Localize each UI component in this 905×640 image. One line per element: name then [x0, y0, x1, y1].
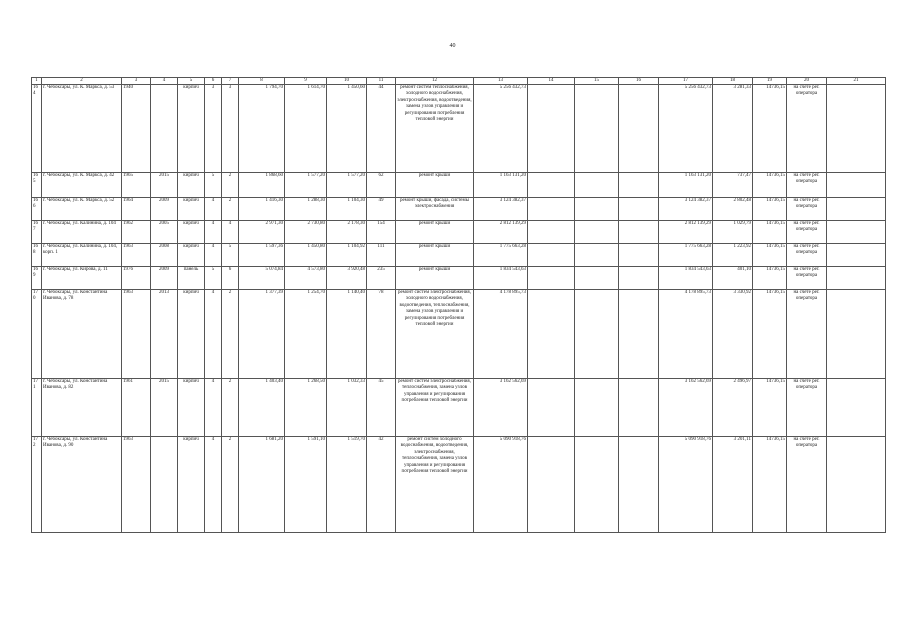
table-cell — [619, 267, 659, 290]
page-number: 40 — [449, 43, 456, 49]
table-cell: 1963 — [122, 290, 151, 379]
table-cell: 164 — [32, 85, 42, 173]
table-cell: 1 032,33 — [327, 379, 367, 437]
table-cell — [528, 221, 575, 244]
table-cell: 14736,15 — [753, 379, 787, 437]
table-cell: 2 — [222, 173, 239, 198]
table-cell: 1976 — [122, 267, 151, 290]
table-cell: 1 029,79 — [713, 221, 753, 244]
table-cell — [528, 85, 575, 173]
column-number: 18 — [713, 78, 753, 85]
table-cell — [827, 290, 886, 379]
table-cell — [827, 379, 886, 437]
table-cell: 44 — [367, 85, 396, 173]
table-cell: на счете рег. оператора — [787, 267, 827, 290]
table-cell: 3 201,11 — [713, 437, 753, 533]
table-cell: ремонт крыши — [396, 173, 474, 198]
table-cell: 2009 — [151, 267, 178, 290]
table-cell: 5 256 432,73 — [474, 85, 528, 173]
table-cell: 14736,15 — [753, 221, 787, 244]
column-number: 21 — [827, 78, 886, 85]
table-cell: 2 — [222, 437, 239, 533]
column-number: 9 — [285, 78, 327, 85]
table-cell: 4 573,80 — [285, 267, 327, 290]
table-cell: 1962 — [122, 221, 151, 244]
table-cell: 5 — [222, 244, 239, 267]
table-cell: 5 256 432,73 — [659, 85, 713, 173]
table-cell: 4 — [205, 290, 222, 379]
table-cell: 2 802,48 — [713, 198, 753, 221]
table-cell: ремонт систем электроснабжения, холодного водоснабжения, водоотведения, теплоснабжения, замена узлов управления и регулирования потребления тепловой энергии — [396, 290, 474, 379]
table-cell: 3 281,33 — [713, 85, 753, 173]
table-row — [32, 173, 886, 198]
table-cell: кирпич — [178, 244, 205, 267]
table-row — [32, 267, 886, 290]
table-cell: 1 577,20 — [327, 173, 367, 198]
table-cell — [528, 198, 575, 221]
table-cell: 2015 — [151, 173, 178, 198]
table-cell: 1 403,40 — [239, 379, 285, 437]
column-number: 19 — [753, 78, 787, 85]
table-cell: на счете рег. оператора — [787, 244, 827, 267]
table-cell — [575, 85, 619, 173]
table-cell: на счете рег. оператора — [787, 379, 827, 437]
table-cell: 1 416,30 — [239, 198, 285, 221]
table-cell — [619, 290, 659, 379]
table-cell: 3 162 562,69 — [659, 379, 713, 437]
table-cell — [528, 267, 575, 290]
table-cell: 2008 — [151, 244, 178, 267]
repair-program-table — [31, 77, 886, 533]
table-cell: 111 — [367, 244, 396, 267]
table-cell: 45 — [367, 379, 396, 437]
table-cell: 3 124 382,37 — [474, 198, 528, 221]
table-cell: 1 104,92 — [327, 244, 367, 267]
table-cell — [575, 198, 619, 221]
table-row — [32, 221, 886, 244]
column-number: 16 — [619, 78, 659, 85]
table-cell: 1 775 663,28 — [659, 244, 713, 267]
table-cell: 1 288,30 — [285, 198, 327, 221]
table-cell: 2 971,30 — [239, 221, 285, 244]
table-cell: 14736,15 — [753, 173, 787, 198]
table-cell — [619, 221, 659, 244]
table-cell: г. Чебоксары, ул. К. Маркса, д. 53 — [42, 85, 122, 173]
table-cell: 168 — [32, 244, 42, 267]
table-cell: ремонт крыши — [396, 244, 474, 267]
table-cell: 6 — [222, 267, 239, 290]
table-cell: 5 — [205, 267, 222, 290]
table-cell: 14736,15 — [753, 267, 787, 290]
table-cell: 1965 — [122, 173, 151, 198]
table-cell: 3 — [205, 85, 222, 173]
table-cell: кирпич — [178, 290, 205, 379]
table-cell: 1 794,70 — [239, 85, 285, 173]
column-number: 5 — [178, 78, 205, 85]
table-cell — [575, 173, 619, 198]
table-cell: 166 — [32, 198, 42, 221]
table-cell: ремонт крыши, фасада, системы электроснабжения — [396, 198, 474, 221]
table-cell: 401,10 — [713, 267, 753, 290]
table-cell: г. Чебоксары, ул. Кирова, д. 11 — [42, 267, 122, 290]
table-cell: г. Чебоксары, ул. Константина Иванова, д. 90 — [42, 437, 122, 533]
table-cell: 172 — [32, 437, 42, 533]
column-number: 14 — [528, 78, 575, 85]
table-cell — [619, 379, 659, 437]
table-cell: 1961 — [122, 379, 151, 437]
table-row — [32, 290, 886, 379]
table-cell: ремонт систем холодного водоснабжения, водоотведения, электроснабжения, теплоснабжения, замена узлов управления и регулирования потребления тепловой энергии — [396, 437, 474, 533]
table-row — [32, 379, 886, 437]
table-cell — [827, 85, 886, 173]
table-cell: 78 — [367, 290, 396, 379]
table-cell — [528, 379, 575, 437]
table-cell: на счете рег. оператора — [787, 290, 827, 379]
table-cell: ремонт крыши — [396, 267, 474, 290]
table-cell: 1 614,70 — [285, 85, 327, 173]
table-cell: 2 496,97 — [713, 379, 753, 437]
table-cell: ремонт крыши — [396, 221, 474, 244]
column-number: 12 — [396, 78, 474, 85]
table-cell — [827, 221, 886, 244]
table-cell — [575, 437, 619, 533]
table-row — [32, 244, 886, 267]
column-number: 11 — [367, 78, 396, 85]
table-cell: 1963 — [122, 244, 151, 267]
table-cell: 165 — [32, 173, 42, 198]
table-cell: ремонт систем электроснабжения, теплоснабжения, замена узлов управления и регулирования потребления тепловой энергии — [396, 379, 474, 437]
table-cell: кирпич — [178, 379, 205, 437]
table-cell: 4 178 895,73 — [659, 290, 713, 379]
table-cell: 1 377,39 — [239, 290, 285, 379]
table-cell: 3 920,48 — [327, 267, 367, 290]
table-cell: на счете рег. оператора — [787, 173, 827, 198]
table-cell: 2005 — [151, 221, 178, 244]
table-cell: г. Чебоксары, ул. Калинина, д. 104 — [42, 221, 122, 244]
table-cell — [575, 244, 619, 267]
table-cell: 1 597,36 — [239, 244, 285, 267]
table-cell: 2009 — [151, 198, 178, 221]
table-cell: 4 — [205, 244, 222, 267]
table-cell: 1 450,60 — [327, 85, 367, 173]
table-cell: 14736,15 — [753, 290, 787, 379]
table-cell: 737,47 — [713, 173, 753, 198]
table-cell — [528, 173, 575, 198]
table-cell: 1 268,50 — [285, 379, 327, 437]
table-cell — [619, 85, 659, 173]
table-row — [32, 437, 886, 533]
table-cell — [827, 437, 886, 533]
table-cell: 2 730,80 — [285, 221, 327, 244]
table-cell — [528, 437, 575, 533]
table-cell — [575, 290, 619, 379]
table-cell: кирпич — [178, 198, 205, 221]
table-cell: 2 178,30 — [327, 221, 367, 244]
table-cell: 14736,15 — [753, 437, 787, 533]
column-number: 6 — [205, 78, 222, 85]
table-cell: кирпич — [178, 437, 205, 533]
table-cell: 5 — [205, 173, 222, 198]
table-cell: 3 124 382,37 — [659, 198, 713, 221]
table-cell: 2013 — [151, 290, 178, 379]
column-number: 13 — [474, 78, 528, 85]
column-number: 1 — [32, 78, 42, 85]
table-cell: 154 — [367, 221, 396, 244]
table-cell: 1 577,20 — [285, 173, 327, 198]
table-cell — [619, 437, 659, 533]
table-cell — [575, 221, 619, 244]
table-cell: 3 162 562,69 — [474, 379, 528, 437]
table-cell: 5 090 918,76 — [659, 437, 713, 533]
table-cell: 1 254,70 — [285, 290, 327, 379]
table-cell: 2 — [222, 379, 239, 437]
table-cell: 4 — [205, 379, 222, 437]
table-cell: г. Чебоксары, ул. Константина Иванова, д. 82 — [42, 379, 122, 437]
table-cell — [528, 290, 575, 379]
table-cell: кирпич — [178, 173, 205, 198]
table-cell: 171 — [32, 379, 42, 437]
table-cell: г. Чебоксары, ул. Константина Иванова, д. 78 — [42, 290, 122, 379]
table-cell: 4 — [205, 198, 222, 221]
table-row — [32, 198, 886, 221]
table-cell: 4 — [222, 221, 239, 244]
table-cell — [827, 244, 886, 267]
table-cell: 1 163 131,20 — [474, 173, 528, 198]
table-cell: 1 681,20 — [239, 437, 285, 533]
table-cell: 2 — [222, 198, 239, 221]
table-cell: 1 775 663,28 — [474, 244, 528, 267]
column-number: 8 — [239, 78, 285, 85]
column-number: 7 — [222, 78, 239, 85]
table-cell: 2 — [222, 290, 239, 379]
table-cell: 1 450,80 — [285, 244, 327, 267]
table-cell: на счете рег. оператора — [787, 221, 827, 244]
table-cell: 1 519,70 — [327, 437, 367, 533]
table-cell — [575, 379, 619, 437]
table-cell: 14736,15 — [753, 244, 787, 267]
table-cell — [619, 173, 659, 198]
table-cell — [151, 437, 178, 533]
column-number: 4 — [151, 78, 178, 85]
table-cell: 169 — [32, 267, 42, 290]
table-cell: 1963 — [122, 437, 151, 533]
table-cell — [528, 244, 575, 267]
table-cell — [827, 198, 886, 221]
column-number: 3 — [122, 78, 151, 85]
table-cell: 2015 — [151, 379, 178, 437]
table-cell: 4 178 895,73 — [474, 290, 528, 379]
table-cell: ремонт систем теплоснабжения, холодного водоснабжения, электроснабжения, водоотведения, замена узлов управления и регулирования потребления тепловой энергии — [396, 85, 474, 173]
table-cell: на счете рег. оператора — [787, 437, 827, 533]
table-cell: 1964 — [122, 198, 151, 221]
table-cell: 1 591,10 — [285, 437, 327, 533]
table-cell: 1 834 543,63 — [474, 267, 528, 290]
table-cell: на счете рег. оператора — [787, 85, 827, 173]
table-header-row — [32, 78, 886, 85]
table-cell: 1 104,30 — [327, 198, 367, 221]
table-cell: 2 812 139,29 — [659, 221, 713, 244]
table-cell: 1 868,60 — [239, 173, 285, 198]
table-cell: 170 — [32, 290, 42, 379]
table-cell: 14736,15 — [753, 198, 787, 221]
table-cell: панель — [178, 267, 205, 290]
table-cell: 4 — [205, 437, 222, 533]
table-cell: г. Чебоксары, ул. К. Маркса, д. 42 — [42, 173, 122, 198]
table-cell: 42 — [367, 437, 396, 533]
table-cell: 2 812 139,29 — [474, 221, 528, 244]
table-cell: 5 074,84 — [239, 267, 285, 290]
table-cell: 1 163 131,20 — [659, 173, 713, 198]
table-row — [32, 85, 886, 173]
table-cell: 1940 — [122, 85, 151, 173]
table-cell: кирпич — [178, 221, 205, 244]
table-cell: г. Чебоксары, ул. К. Маркса, д. 52 — [42, 198, 122, 221]
table-cell: 5 090 918,76 — [474, 437, 528, 533]
table-cell: 4 — [205, 221, 222, 244]
table-cell — [619, 244, 659, 267]
column-number: 10 — [327, 78, 367, 85]
table-cell: 1 223,92 — [713, 244, 753, 267]
table-cell: кирпич — [178, 85, 205, 173]
table-cell — [827, 173, 886, 198]
table-cell: 49 — [367, 198, 396, 221]
table-cell: 1 140,40 — [327, 290, 367, 379]
table-cell: 3 — [222, 85, 239, 173]
table-cell — [151, 85, 178, 173]
table-cell — [619, 198, 659, 221]
table-cell: г. Чебоксары, ул. Калинина, д. 104, корп. 1 — [42, 244, 122, 267]
table-cell: 167 — [32, 221, 42, 244]
table-cell — [827, 267, 886, 290]
table-cell: 62 — [367, 173, 396, 198]
table-cell: 235 — [367, 267, 396, 290]
column-number: 17 — [659, 78, 713, 85]
table-cell: 1 834 543,63 — [659, 267, 713, 290]
column-number: 2 — [42, 78, 122, 85]
table-cell — [575, 267, 619, 290]
column-number: 15 — [575, 78, 619, 85]
table-cell: на счете рег. оператора — [787, 198, 827, 221]
table-cell: 3 330,92 — [713, 290, 753, 379]
column-number: 20 — [787, 78, 827, 85]
table-cell: 14736,15 — [753, 85, 787, 173]
